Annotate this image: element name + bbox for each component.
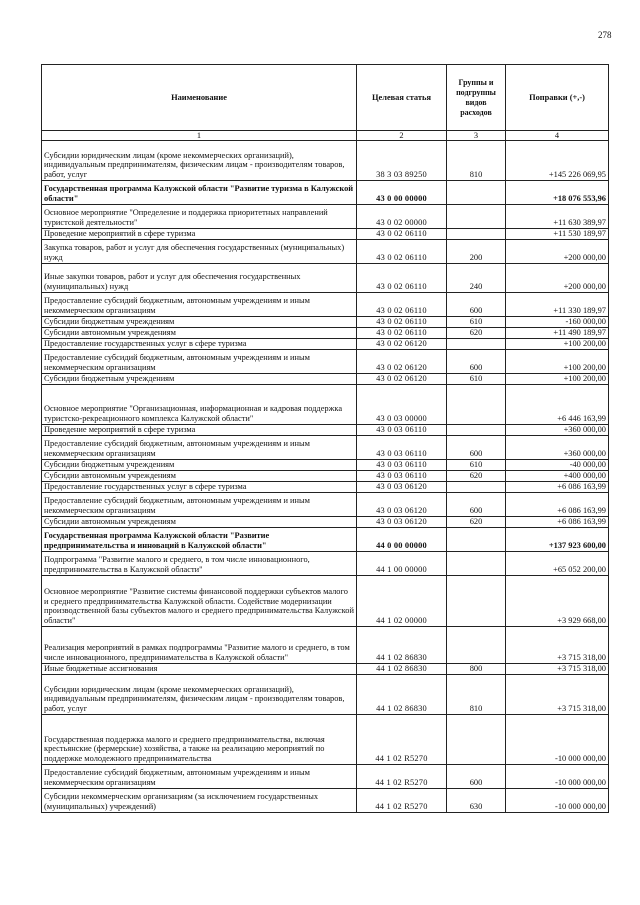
row-target-article: 43 0 02 06110 — [357, 317, 447, 328]
table-row — [42, 789, 609, 813]
row-amount: +137 923 600,00 — [506, 528, 609, 552]
row-target-article: 43 0 02 06120 — [357, 374, 447, 385]
row-amount: +11 530 189,97 — [506, 229, 609, 240]
row-name: Предоставление субсидий бюджетным, автономным учреждениям и иным некоммерческим организациям — [42, 293, 357, 317]
row-target-article: 43 0 02 00000 — [357, 205, 447, 229]
row-expense-group: 800 — [447, 664, 506, 675]
row-target-article: 44 1 02 00000 — [357, 576, 447, 627]
column-number-row — [42, 131, 609, 141]
row-expense-group: 810 — [447, 675, 506, 715]
row-name: Предоставление государственных услуг в сфере туризма — [42, 339, 357, 350]
row-amount: +11 630 389,97 — [506, 205, 609, 229]
row-amount: +6 086 163,99 — [506, 517, 609, 528]
table-row — [42, 317, 609, 328]
row-target-article: 43 0 03 06110 — [357, 425, 447, 436]
row-target-article: 43 0 02 06120 — [357, 339, 447, 350]
row-amount: +6 086 163,99 — [506, 482, 609, 493]
row-target-article: 43 0 03 00000 — [357, 385, 447, 425]
column-number: 4 — [506, 131, 609, 141]
table-row — [42, 436, 609, 460]
table-row — [42, 627, 609, 664]
table-row — [42, 765, 609, 789]
page-number: 278 — [598, 30, 612, 40]
row-expense-group — [447, 425, 506, 436]
table-row — [42, 517, 609, 528]
row-amount: +100 200,00 — [506, 339, 609, 350]
row-expense-group: 610 — [447, 317, 506, 328]
budget-amendments-table — [41, 64, 609, 813]
row-expense-group: 600 — [447, 765, 506, 789]
column-number: 1 — [42, 131, 357, 141]
row-name: Предоставление субсидий бюджетным, автономным учреждениям и иным некоммерческим организациям — [42, 765, 357, 789]
table-row — [42, 576, 609, 627]
row-expense-group — [447, 627, 506, 664]
row-name: Предоставление государственных услуг в сфере туризма — [42, 482, 357, 493]
row-amount: +200 000,00 — [506, 264, 609, 293]
row-target-article: 43 0 02 06110 — [357, 293, 447, 317]
row-expense-group — [447, 181, 506, 205]
row-target-article: 43 0 03 06120 — [357, 517, 447, 528]
row-amount: +400 000,00 — [506, 471, 609, 482]
row-amount: +200 000,00 — [506, 240, 609, 264]
table-row — [42, 528, 609, 552]
row-amount: +100 200,00 — [506, 350, 609, 374]
row-amount: -10 000 000,00 — [506, 715, 609, 765]
column-number: 3 — [447, 131, 506, 141]
row-amount: +11 330 189,97 — [506, 293, 609, 317]
row-name: Предоставление субсидий бюджетным, автономным учреждениям и иным некоммерческим организациям — [42, 493, 357, 517]
table-row — [42, 552, 609, 576]
row-amount: +18 076 553,96 — [506, 181, 609, 205]
table-row — [42, 664, 609, 675]
row-target-article: 43 0 03 06120 — [357, 482, 447, 493]
row-amount: +6 086 163,99 — [506, 493, 609, 517]
row-expense-group — [447, 205, 506, 229]
header-name: Наименование — [42, 65, 357, 131]
row-name: Иные бюджетные ассигнования — [42, 664, 357, 675]
row-target-article: 43 0 02 06120 — [357, 350, 447, 374]
row-expense-group — [447, 715, 506, 765]
header-amendments: Поправки (+,-) — [506, 65, 609, 131]
row-expense-group: 620 — [447, 328, 506, 339]
row-amount: +6 446 163,99 — [506, 385, 609, 425]
row-name: Основное мероприятие "Организационная, информационная и кадровая поддержка туристско-рекреационного комплекса Калужской области" — [42, 385, 357, 425]
table-row — [42, 229, 609, 240]
row-expense-group — [447, 229, 506, 240]
row-name: Основное мероприятие "Развитие системы финансовой поддержки субъектов малого и среднего предпринимательства Калужской области. Содействие модернизации производственной базы субъектов малого и среднего предпринимательства Калужской области" — [42, 576, 357, 627]
row-amount: +3 929 668,00 — [506, 576, 609, 627]
row-expense-group: 610 — [447, 460, 506, 471]
table-row — [42, 374, 609, 385]
row-amount: +360 000,00 — [506, 425, 609, 436]
table-row — [42, 240, 609, 264]
row-name: Основное мероприятие "Определение и поддержка приоритетных направлений туристской деятельности" — [42, 205, 357, 229]
row-expense-group: 600 — [447, 493, 506, 517]
row-name: Предоставление субсидий бюджетным, автономным учреждениям и иным некоммерческим организациям — [42, 436, 357, 460]
row-amount: +100 200,00 — [506, 374, 609, 385]
row-target-article: 44 1 02 86830 — [357, 675, 447, 715]
row-expense-group: 600 — [447, 436, 506, 460]
table-row — [42, 385, 609, 425]
row-name: Реализация мероприятий в рамках подпрограммы "Развитие малого и среднего, в том числе инновационного, предпринимательства в Калужской области" — [42, 627, 357, 664]
row-expense-group: 620 — [447, 517, 506, 528]
row-expense-group — [447, 482, 506, 493]
table-row — [42, 205, 609, 229]
row-target-article: 44 1 02 86830 — [357, 664, 447, 675]
row-target-article: 43 0 03 06110 — [357, 436, 447, 460]
table-row — [42, 350, 609, 374]
row-target-article: 44 1 00 00000 — [357, 552, 447, 576]
row-name: Предоставление субсидий бюджетным, автономным учреждениям и иным некоммерческим организациям — [42, 350, 357, 374]
table-row — [42, 482, 609, 493]
row-target-article: 43 0 02 06110 — [357, 229, 447, 240]
table-row — [42, 141, 609, 181]
row-expense-group: 810 — [447, 141, 506, 181]
row-expense-group: 600 — [447, 293, 506, 317]
table-row — [42, 425, 609, 436]
row-target-article: 44 1 02 86830 — [357, 627, 447, 664]
row-target-article: 43 0 03 06110 — [357, 460, 447, 471]
row-amount: +3 715 318,00 — [506, 675, 609, 715]
table-row — [42, 339, 609, 350]
row-name: Субсидии некоммерческим организациям (за исключением государственных (муниципальных) учреждений) — [42, 789, 357, 813]
column-number: 2 — [357, 131, 447, 141]
row-target-article: 44 1 02 R5270 — [357, 715, 447, 765]
row-expense-group — [447, 576, 506, 627]
table-row — [42, 293, 609, 317]
row-name: Субсидии юридическим лицам (кроме некоммерческих организаций), индивидуальным предпринимателям, физическим лицам - производителям товаров, работ, услуг — [42, 675, 357, 715]
row-amount: +145 226 069,95 — [506, 141, 609, 181]
row-expense-group: 240 — [447, 264, 506, 293]
row-expense-group — [447, 528, 506, 552]
row-amount: +11 490 189,97 — [506, 328, 609, 339]
row-name: Государственная программа Калужской области "Развитие туризма в Калужской области" — [42, 181, 357, 205]
row-name: Субсидии автономным учреждениям — [42, 328, 357, 339]
row-target-article: 44 1 02 R5270 — [357, 765, 447, 789]
table-row — [42, 460, 609, 471]
row-name: Проведение мероприятий в сфере туризма — [42, 229, 357, 240]
table-row — [42, 715, 609, 765]
row-amount: +3 715 318,00 — [506, 664, 609, 675]
row-expense-group: 620 — [447, 471, 506, 482]
table-row — [42, 181, 609, 205]
row-target-article: 38 3 03 89250 — [357, 141, 447, 181]
row-name: Субсидии бюджетным учреждениям — [42, 317, 357, 328]
row-amount: +360 000,00 — [506, 436, 609, 460]
row-name: Субсидии автономным учреждениям — [42, 517, 357, 528]
row-target-article: 43 0 02 06110 — [357, 264, 447, 293]
row-name: Субсидии автономным учреждениям — [42, 471, 357, 482]
header-expense-groups: Группы и подгруппы видов расходов — [447, 65, 506, 131]
row-name: Субсидии бюджетным учреждениям — [42, 374, 357, 385]
row-target-article: 43 0 02 06110 — [357, 240, 447, 264]
row-target-article: 43 0 02 06110 — [357, 328, 447, 339]
row-amount: -160 000,00 — [506, 317, 609, 328]
table-row — [42, 493, 609, 517]
row-amount: +65 052 200,00 — [506, 552, 609, 576]
table-header-row — [42, 65, 609, 131]
row-name: Подпрограмма "Развитие малого и среднего, в том числе инновационного, предпринимательства в Калужской области" — [42, 552, 357, 576]
row-expense-group: 600 — [447, 350, 506, 374]
row-name: Государственная программа Калужской области "Развитие предпринимательства и инноваций в Калужской области" — [42, 528, 357, 552]
table-row — [42, 328, 609, 339]
row-expense-group — [447, 552, 506, 576]
row-name: Закупка товаров, работ и услуг для обеспечения государственных (муниципальных) нужд — [42, 240, 357, 264]
row-target-article: 43 0 03 06120 — [357, 493, 447, 517]
row-name: Государственная поддержка малого и среднего предпринимательства, включая крестьянские (фермерские) хозяйства, а также на реализацию мероприятий по поддержке молодежного предпринимательства — [42, 715, 357, 765]
row-name: Субсидии юридическим лицам (кроме некоммерческих организаций), индивидуальным предпринимателям, физическим лицам - производителям товаров, работ, услуг — [42, 141, 357, 181]
row-expense-group — [447, 339, 506, 350]
row-target-article: 43 0 03 06110 — [357, 471, 447, 482]
row-target-article: 44 0 00 00000 — [357, 528, 447, 552]
row-amount: +3 715 318,00 — [506, 627, 609, 664]
row-amount: -40 000,00 — [506, 460, 609, 471]
row-expense-group: 200 — [447, 240, 506, 264]
row-expense-group — [447, 385, 506, 425]
row-name: Субсидии бюджетным учреждениям — [42, 460, 357, 471]
row-expense-group: 630 — [447, 789, 506, 813]
row-name: Иные закупки товаров, работ и услуг для обеспечения государственных (муниципальных) нужд — [42, 264, 357, 293]
row-amount: -10 000 000,00 — [506, 765, 609, 789]
table-row — [42, 264, 609, 293]
table-row — [42, 675, 609, 715]
row-expense-group: 610 — [447, 374, 506, 385]
row-amount: -10 000 000,00 — [506, 789, 609, 813]
row-target-article: 44 1 02 R5270 — [357, 789, 447, 813]
header-target-article: Целевая статья — [357, 65, 447, 131]
row-name: Проведение мероприятий в сфере туризма — [42, 425, 357, 436]
row-target-article: 43 0 00 00000 — [357, 181, 447, 205]
table-row — [42, 471, 609, 482]
